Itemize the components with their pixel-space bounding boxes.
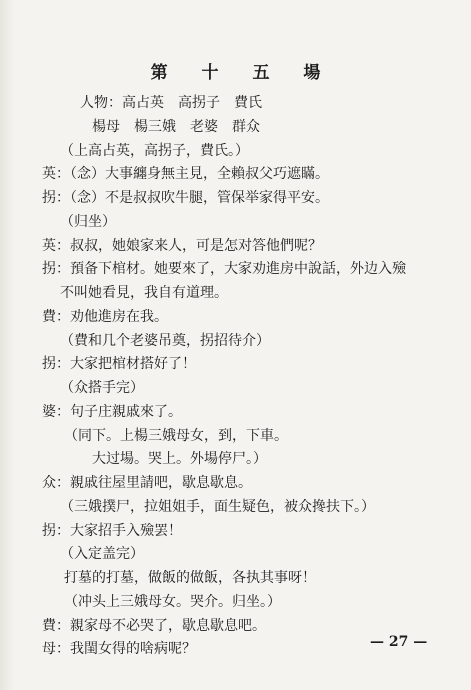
script-line: （同下。上楊三娥母女，到，下車。: [64, 427, 288, 444]
script-line: （众搭手完）: [60, 380, 144, 396]
script-line: 大过場。哭上。外場停尸。）: [92, 451, 267, 468]
script-line: 費：親家母不必哭了，歇息歇息吧。: [42, 617, 266, 634]
script-line: 人物：高占英 高拐子 費氏: [80, 95, 262, 111]
script-line: 打墓的打墓，做飯的做飯，各执其事呀！: [64, 570, 316, 586]
script-line: 婆：句子庄親戚來了。: [42, 403, 182, 420]
script-line: （三娥撲尸，拉姐姐手，面生疑色，被众搀扶下。）: [60, 498, 375, 515]
scene-title: 第 十 五 場: [150, 63, 335, 83]
script-line: 英：叔叔，她娘家来人，可是怎对答他們呢？: [42, 237, 322, 254]
script-line: 拐：大家把棺材搭好了！: [42, 356, 196, 373]
script-line: 英：（念）大事纏身無主見，全賴叔父巧遮瞞。: [42, 166, 329, 183]
script-line: 拐：（念）不是叔叔吹牛腿，管保举家得平安。: [42, 190, 329, 206]
script-line: 拐：預备下棺材。她要來了，大家劝進房中說話，外边入殮: [42, 261, 406, 278]
script-line: 楊母 楊三娥 老婆 群众: [92, 118, 260, 135]
page-binding-shadow: [0, 0, 14, 690]
script-line: （冲头上三娥母女。哭介。归坐。）: [64, 593, 281, 610]
script-line: （归坐）: [60, 213, 116, 230]
script-line: 母：我閨女得的啥病呢？: [42, 641, 196, 658]
script-line: （上高占英，高拐子，費氏。）: [60, 142, 249, 159]
script-line: 众：親戚往屋里請吧，歇息歇息。: [42, 475, 252, 491]
script-line: 費：劝他進房在我。: [42, 308, 168, 325]
script-line: 不叫她看見，我自有道理。: [60, 285, 228, 301]
script-line: 拐：大家招手入殮罢！: [42, 522, 182, 539]
page-number: — 27 —: [370, 634, 428, 650]
script-line: （費和几个老婆吊奠，拐招待介）: [60, 332, 270, 349]
script-line: （入定盖完）: [60, 546, 144, 563]
